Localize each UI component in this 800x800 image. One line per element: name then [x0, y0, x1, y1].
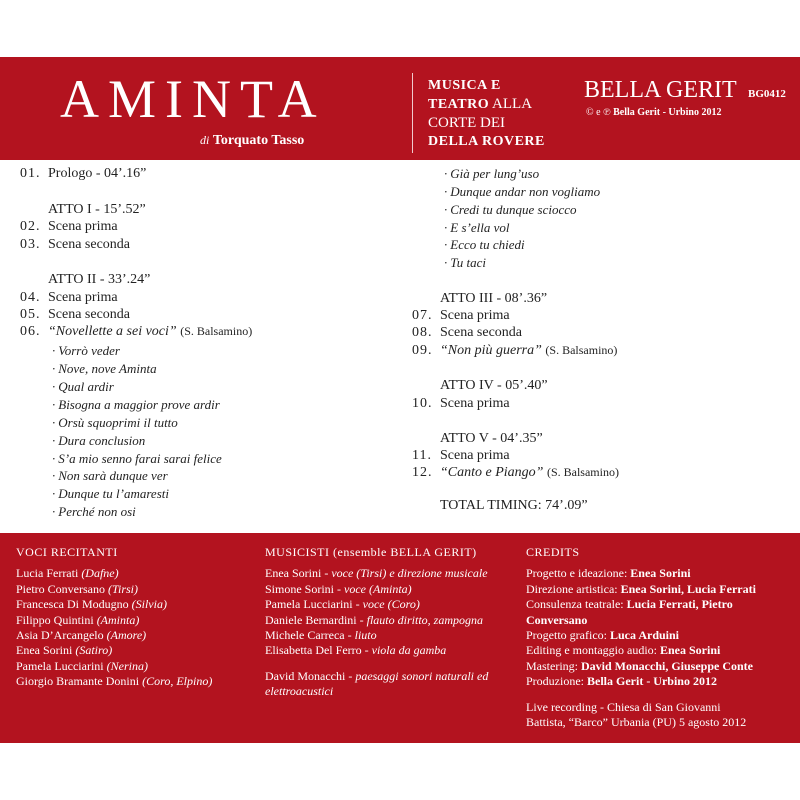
- total-timing: TOTAL TIMING: 74’.09”: [440, 498, 588, 513]
- credit-row: [526, 643, 756, 658]
- credits-heading: CREDITS: [526, 545, 580, 559]
- sub-item: · Orsù squoprimi il tutto: [52, 414, 178, 432]
- track-title: “Canto e Piango”: [440, 465, 544, 480]
- person-name: Michele Carreca: [265, 628, 345, 643]
- spacer: [265, 659, 488, 669]
- person-row: [16, 628, 212, 643]
- person-name: Elisabetta Del Ferro: [265, 643, 362, 658]
- person-role: elettroacustici: [265, 684, 334, 699]
- person-name: Pamela Lucciarini: [16, 658, 104, 673]
- credit-value: Bella Gerit - Urbino 2012: [587, 674, 717, 689]
- person-name: Enea Sorini: [265, 566, 322, 581]
- credit-label: Progetto grafico:: [526, 628, 607, 643]
- person-name: Lucia Ferrati: [16, 566, 79, 581]
- copyright-line: [586, 107, 721, 118]
- track-02: [20, 218, 118, 236]
- person-role: (Dafne): [81, 566, 119, 581]
- credit-value: Enea Sorini: [659, 643, 721, 658]
- track-04: [20, 289, 118, 307]
- program-line-3: CORTE DEI: [428, 115, 506, 131]
- track-number: 07.: [412, 308, 433, 323]
- sub-item: · Già per lung’uso: [444, 165, 539, 183]
- track-title: Scena prima: [440, 448, 510, 463]
- credits-column: [526, 545, 756, 730]
- credit-row: [526, 582, 756, 597]
- credit-value: Luca Arduini: [609, 628, 680, 643]
- person-row: David Monacchi - paesaggi sonori naturali ed: [265, 668, 489, 683]
- track-number: 11.: [412, 448, 432, 463]
- track-09: [412, 342, 617, 360]
- copyright-text: Bella Gerit - Urbino 2012: [613, 107, 722, 118]
- person-name: Pamela Lucciarini: [265, 597, 353, 612]
- person-role: voce (Aminta): [344, 581, 412, 596]
- track-title: Scena prima: [48, 219, 118, 234]
- program-title: [428, 76, 545, 151]
- sub-item: · Vorrò veder: [52, 342, 120, 360]
- act-2-heading: ATTO II - 33’.24”: [48, 272, 151, 287]
- credit-value: David Monacchi, Giuseppe Conte: [581, 658, 754, 673]
- sub-item: · E s’ella vol: [444, 219, 509, 237]
- person-name: Enea Sorini: [16, 643, 73, 658]
- credit-label: Progetto e ideazione:: [526, 566, 628, 581]
- track-number: 05.: [20, 307, 41, 322]
- person-role: liuto: [354, 628, 377, 643]
- track-title: Scena prima: [440, 396, 510, 411]
- credit-row: [526, 566, 756, 581]
- credit-label: Produzione:: [526, 674, 584, 689]
- track-number: 02.: [20, 219, 41, 234]
- person-role: (Silvia): [131, 597, 167, 612]
- track-title: Scena prima: [440, 308, 510, 323]
- person-row: Pamela Lucciarini - voce (Coro): [265, 597, 420, 612]
- catalog-number: BG0412: [748, 88, 786, 100]
- subtitle-author: Torquato Tasso: [212, 133, 305, 148]
- sub-item: · Tu taci: [444, 254, 486, 272]
- program-line-2b: ALLA: [492, 96, 533, 112]
- credit-value: Lucia Ferrati, Pietro: [626, 597, 733, 612]
- track-number: 10.: [412, 396, 433, 411]
- person-row: Simone Sorini - voce (Aminta): [265, 581, 412, 596]
- person-name: David Monacchi: [265, 668, 346, 683]
- person-role: (Aminta): [96, 612, 140, 627]
- person-name: Filippo Quintini: [16, 612, 94, 627]
- program-line-1: MUSICA E: [428, 78, 501, 93]
- track-number: 06.: [20, 324, 41, 339]
- person-name: Pietro Conversano: [16, 581, 105, 596]
- musicisti-column: [265, 545, 488, 700]
- person-role: flauto diritto, zampogna: [366, 612, 483, 627]
- voci-column: [16, 545, 212, 690]
- person-role: voce (Coro): [362, 597, 420, 612]
- credit-value: Conversano: [526, 612, 588, 627]
- credit-row: [526, 628, 756, 643]
- album-subtitle: [200, 133, 304, 149]
- person-row: [16, 674, 212, 689]
- sub-item: · S’a mio senno farai sarai felice: [52, 450, 222, 468]
- track-number: 03.: [20, 237, 41, 252]
- sub-item: · Nove, nove Aminta: [52, 360, 157, 378]
- person-row: [16, 566, 212, 581]
- track-12: [412, 464, 619, 482]
- person-role: (Amore): [106, 628, 147, 643]
- person-row: [16, 582, 212, 597]
- credit-label: Editing e montaggio audio:: [526, 643, 657, 658]
- track-number: 08.: [412, 325, 433, 340]
- person-name: Giorgio Bramante Donini: [16, 674, 140, 689]
- track-06: [20, 323, 252, 341]
- credit-row: [526, 613, 756, 628]
- program-line-4: DELLA ROVERE: [428, 134, 545, 149]
- track-11: [412, 447, 510, 465]
- sub-item: · Non sarà dunque ver: [52, 467, 168, 485]
- track-author: (S. Balsamino): [546, 465, 619, 479]
- track-number: 04.: [20, 290, 41, 305]
- live-recording-line-2: Battista, “Barco” Urbania (PU) 5 agosto 2012: [526, 715, 747, 730]
- person-role: paesaggi sonori naturali ed: [355, 668, 489, 683]
- track-number: 12.: [412, 465, 433, 480]
- copyright-symbols: © e ℗: [586, 107, 611, 118]
- track-title: Scena seconda: [48, 307, 131, 322]
- person-name: Asia D’Arcangelo: [16, 628, 104, 643]
- track-05: [20, 306, 130, 324]
- sub-item: · Dunque tu l’amaresti: [52, 485, 169, 503]
- label-name: BELLA GERIT: [584, 77, 737, 103]
- track-number: 01.: [20, 166, 41, 181]
- act-3-heading: ATTO III - 08’.36”: [440, 291, 548, 306]
- credit-row: [526, 597, 756, 612]
- sub-item: · Dunque andar non vogliamo: [444, 183, 600, 201]
- program-line-2a: TEATRO: [428, 97, 490, 112]
- person-role: (Coro, Elpino): [142, 674, 213, 689]
- person-role: viola da gamba: [371, 643, 447, 658]
- credit-label: Mastering:: [526, 658, 578, 673]
- spacer: [526, 690, 756, 700]
- live-recording-line-1: Live recording - Chiesa di San Giovanni: [526, 699, 721, 714]
- track-author: (S. Balsamino): [180, 324, 253, 338]
- track-title: “Novellette a sei voci”: [48, 324, 177, 339]
- person-row: Elisabetta Del Ferro - viola da gamba: [265, 643, 447, 658]
- sub-item: · Perché non osi: [52, 503, 136, 521]
- person-role: (Tirsi): [108, 581, 139, 596]
- track-title: Scena seconda: [440, 325, 523, 340]
- act-4-heading: ATTO IV - 05’.40”: [440, 378, 548, 393]
- act-5-heading: ATTO V - 04’.35”: [440, 431, 543, 446]
- voci-heading: VOCI RECITANTI: [16, 545, 118, 559]
- album-title: AMINTA: [60, 69, 326, 129]
- sub-item: · Credi tu dunque sciocco: [444, 201, 577, 219]
- track-03: [20, 236, 130, 254]
- person-row: [16, 659, 212, 674]
- person-role: voce (Tirsi) e direzione musicale: [331, 566, 488, 581]
- sub-item: · Bisogna a maggior prove ardir: [52, 396, 220, 414]
- track-title: Scena prima: [48, 290, 118, 305]
- person-role: (Satiro): [75, 643, 113, 658]
- sub-item: · Qual ardir: [52, 378, 114, 396]
- act-1-heading: ATTO I - 15’.52”: [48, 202, 146, 217]
- person-name: Daniele Bernardini: [265, 612, 357, 627]
- credit-label: Consulenza teatrale:: [526, 597, 624, 612]
- sub-item: · Ecco tu chiedi: [444, 236, 525, 254]
- credit-value: Enea Sorini, Lucia Ferrati: [620, 581, 756, 596]
- person-role-cont: [265, 684, 488, 699]
- track-08: [412, 324, 522, 342]
- track-01: [20, 165, 146, 183]
- person-row: Enea Sorini - voce (Tirsi) e direzione musicale: [265, 566, 488, 581]
- person-row: [16, 613, 212, 628]
- track-title: “Non più guerra”: [440, 343, 542, 358]
- track-title: Scena seconda: [48, 237, 131, 252]
- track-07: [412, 307, 510, 325]
- track-title: Prologo - 04’.16”: [48, 166, 147, 181]
- track-10: [412, 395, 510, 413]
- subtitle-prefix: di: [200, 133, 210, 147]
- sub-item: · Dura conclusion: [52, 432, 145, 450]
- person-name: Simone Sorini: [265, 581, 335, 596]
- credit-row: [526, 674, 756, 689]
- track-number: 09.: [412, 343, 433, 358]
- person-name: Francesca Di Modugno: [16, 597, 129, 612]
- person-row: [16, 643, 212, 658]
- person-row: Michele Carreca - liuto: [265, 628, 377, 643]
- credit-value: Enea Sorini: [630, 566, 691, 581]
- person-row: Daniele Bernardini - flauto diritto, zampogna: [265, 612, 483, 627]
- musicisti-heading: MUSICISTI (ensemble BELLA GERIT): [265, 545, 477, 559]
- credit-label: Direzione artistica:: [526, 581, 618, 596]
- person-role: (Nerina): [106, 658, 148, 673]
- credit-row: [526, 659, 756, 674]
- header-divider: [412, 73, 413, 153]
- track-author: (S. Balsamino): [545, 343, 618, 357]
- person-row: [16, 597, 212, 612]
